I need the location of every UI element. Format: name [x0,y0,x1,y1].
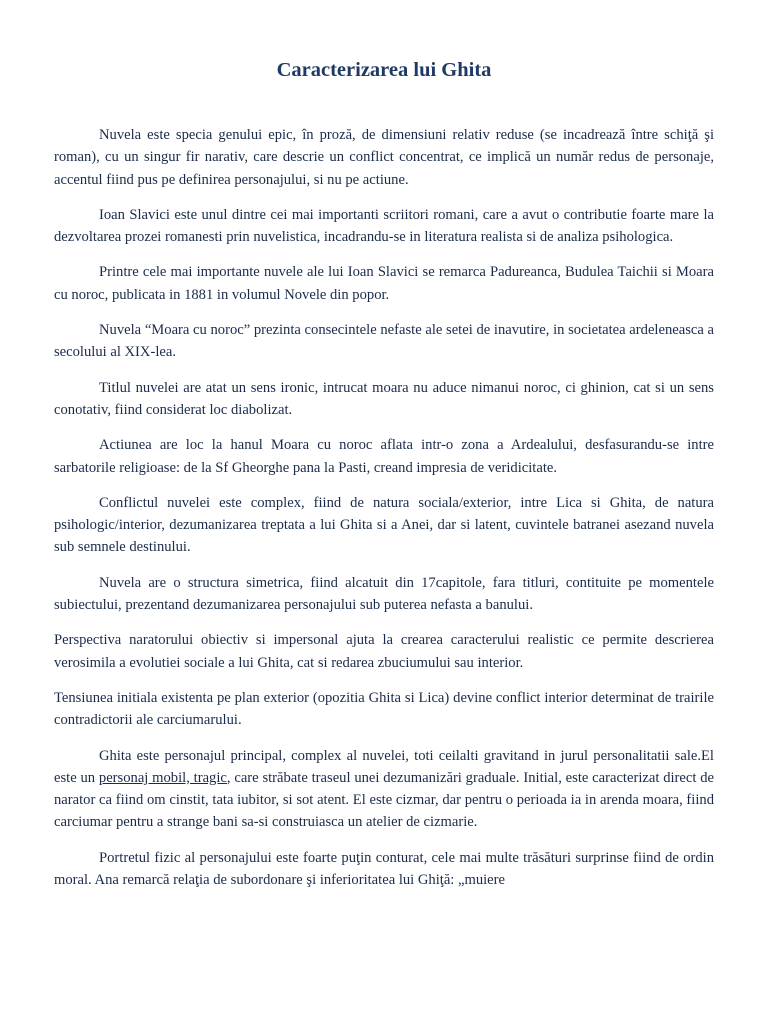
paragraph-setting: Actiunea are loc la hanul Moara cu noroc aflata intr-o zona a Ardealului, desfasurandu-se intre sarbatorile religioase: de la Sf Gheorghe pana la Pasti, creand impresia de veridicitate. [54,437,714,476]
page-title: Caracterizarea lui Ghita [276,59,492,81]
paragraph-ghita-character [54,745,714,834]
paragraph-perspective: Perspectiva naratorului obiectiv si impersonal ajuta la crearea caracterului realistic ce permite descrierea verosimila a evolutiei sociale a lui Ghita, cat si redarea zbuciumului sau interior. [54,632,714,671]
paragraph-author: Ioan Slavici este unul dintre cei mai importanti scriitori romani, care a avut o contributie foarte mare la dezvoltarea prozei romanesti prin nuvelistica, incadrandu-se in literatura realista si de analiza psihologica. [54,206,714,246]
paragraph-nuvela-definition: Nuvela este specia genului epic, în proză, de dimensiuni relativ reduse (se incadrează între schiţă şi roman), cu un singur fir narativ, care descrie un conflict concentrat, ce implică un număr redus de personaje, accentul fiind pus pe definirea personajului, si nu pe actiune. [54,127,714,188]
paragraph-ghita-text-end: , care străbate traseul unei dezumanizări graduale. Initial, este caracterizat direct de narator ca fiind om cinstit, tata iubitor, si sot atent. El este cizmar, dar pentru o perioada ia in arenda moara, fiind carciumar pentru a strange bani sa-si construiasca un atelier de cizmarie. [54,769,714,831]
paragraph-works: Printre cele mai importante nuvele ale lui Ioan Slavici se remarca Padureanca, Budulea Taichii si Moara cu noroc, publicata in 1881 in volumul Novele din popor. [54,264,714,303]
paragraph-portrait: Portretul fizic al personajului este foarte puţin conturat, cele mai multe trăsături surprinse fiind de ordin moral. Ana remarcă relaţia de subordonare şi inferioritatea lui Ghiţă: „muiere [54,849,714,889]
underlined-phrase: personaj mobil, tragic [98,769,227,786]
paragraph-structure: Nuvela are o structura simetrica, fiind alcatuit din 17capitole, fara titluri, contituite pe momentele subiectului, prezentand dezumanizarea personajului sub puterea nefasta a banului. [54,574,714,614]
paragraph-title-meaning: Titlul nuvelei are atat un sens ironic, intrucat moara nu aduce nimanui noroc, ci ghinion, cat si un sens conotativ, fiind considerat loc diabolizat. [54,379,714,418]
paragraph-ghita-text-start: Ghita este personajul principal, complex al nuvelei, toti ceilalti gravitand in jurul personalitatii sale.El este un [54,747,714,786]
paragraph-conflict: Conflictul nuvelei este complex, fiind de natura sociala/exterior, intre Lica si Ghita, de natura psihologic/interior, dezumanizarea treptata a lui Ghita si a Anei, dar si latent, cuvintele batranei asezand nuvela sub semnele destinului. [54,494,714,556]
paragraph-theme: Nuvela “Moara cu noroc” prezinta consecintele nefaste ale setei de inavutire, in societatea ardeleneasca a secolului al XIX-lea. [54,322,714,361]
paragraph-tension: Tensiunea initiala existenta pe plan exterior (opozitia Ghita si Lica) devine conflict interior determinat de trairile contradictorii ale carciumarului. [54,689,714,729]
